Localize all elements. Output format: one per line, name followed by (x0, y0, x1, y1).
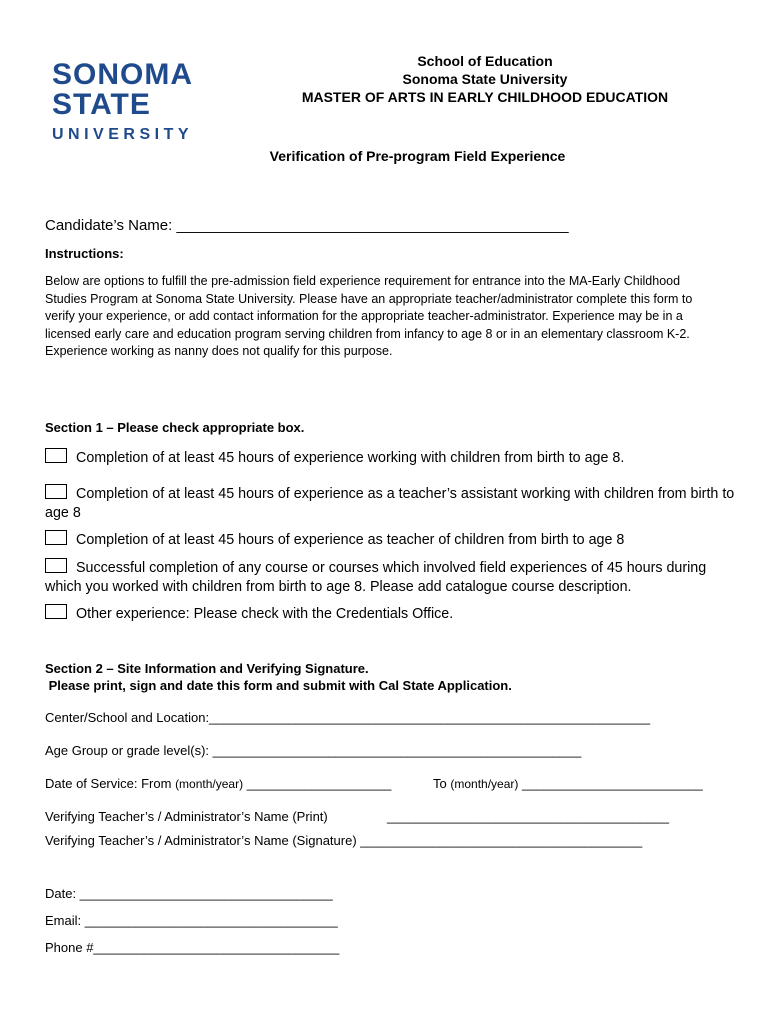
date-to-line: _________________________ (522, 776, 703, 791)
option-2 (45, 484, 735, 523)
school-name: School of Education (417, 53, 553, 69)
phone-field[interactable]: Phone #__________________________________ (45, 940, 340, 955)
form-title: Verification of Pre-program Field Experience (269, 148, 566, 164)
option-4 (45, 558, 735, 597)
option-5 (45, 604, 735, 624)
section1-heading: Section 1 – Please check appropriate box. (45, 420, 305, 435)
option-3 (45, 530, 735, 550)
checkbox-2[interactable] (45, 484, 67, 499)
option-2-label: Completion of at least 45 hours of experience as a teacher’s assistant working with children from birth to age 8 (45, 486, 735, 521)
teacher-print-label: Verifying Teacher’s / Administrator’s Name (Print) (45, 809, 328, 824)
candidate-name-field[interactable]: Candidate’s Name: _______________________________________________ (45, 217, 569, 234)
month-year-hint-2: (month/year) (450, 777, 519, 791)
document-header (260, 52, 710, 106)
checkbox-1[interactable] (45, 448, 67, 463)
program-name: MASTER OF ARTS IN EARLY CHILDHOOD EDUCATION (301, 89, 669, 105)
logo-line-2: STATE (52, 88, 151, 121)
option-5-label: Other experience: Please check with the Credentials Office. (76, 606, 454, 622)
teacher-signature-field[interactable]: Verifying Teacher’s / Administrator’s Name (Signature) _______________________________________ (45, 833, 643, 848)
date-from-label: Date of Service: From (45, 776, 172, 791)
section2-subheading: Please print, sign and date this form and submit with Cal State Application. (45, 678, 512, 693)
option-1-label: Completion of at least 45 hours of experience working with children from birth to age 8. (76, 450, 625, 466)
checkbox-3[interactable] (45, 530, 67, 545)
date-field[interactable]: Date: ___________________________________ (45, 886, 333, 901)
university-name: Sonoma State University (402, 71, 568, 87)
university-logo (52, 60, 193, 144)
section2-heading-block (45, 660, 512, 694)
instructions-heading: Instructions: (45, 246, 124, 261)
option-3-label: Completion of at least 45 hours of experience as teacher of children from birth to age 8 (76, 532, 625, 548)
date-of-service-to-field[interactable] (433, 776, 703, 791)
checkbox-5[interactable] (45, 604, 67, 619)
date-of-service-from-field[interactable] (45, 776, 391, 791)
teacher-print-field[interactable]: _______________________________________ (387, 809, 669, 824)
option-1 (45, 448, 735, 468)
checkbox-4[interactable] (45, 558, 67, 573)
section2-heading: Section 2 – Site Information and Verifying Signature. (45, 661, 369, 676)
date-to-label: To (433, 776, 447, 791)
age-group-field[interactable]: Age Group or grade level(s): ___________________________________________________ (45, 743, 582, 758)
logo-line-1: SONOMA (52, 58, 193, 91)
date-from-line: ____________________ (246, 776, 392, 791)
month-year-hint-1: (month/year) (175, 777, 244, 791)
option-4-label: Successful completion of any course or courses which involved field experiences of 45 hours during which you worked with children from birth to age 8. Please add catalogue course description. (45, 560, 707, 595)
center-location-field[interactable]: Center/School and Location:_____________________________________________________________ (45, 710, 651, 725)
logo-line-3: UNIVERSITY (52, 126, 194, 143)
instructions-body: Below are options to fulfill the pre-admission field experience requirement for entrance into the MA-Early Childhood Studies Program at Sonoma State University. Please have an appropriate teacher/administrator complete this form to verify your experience, or add contact information for the appropriate teacher-administrator. Experience may be in a licensed early care and education program serving children from infancy to age 8 or in an elementary classroom K-2. Experience working as nanny does not qualify for this purpose. (45, 274, 693, 358)
email-field[interactable]: Email: ___________________________________ (45, 913, 338, 928)
